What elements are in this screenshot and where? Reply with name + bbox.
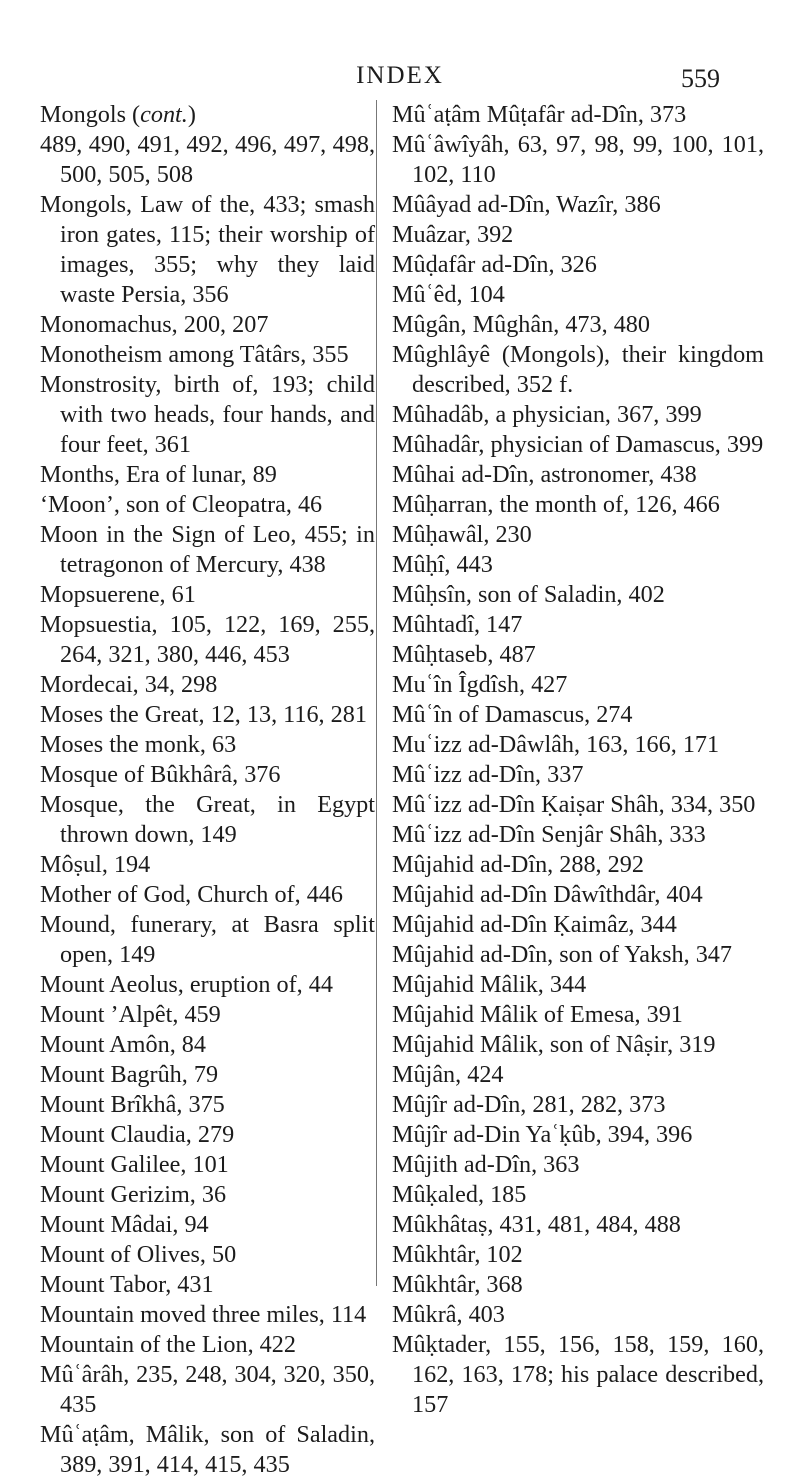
- index-entry: ‘Moon’, son of Cleopatra, 46: [40, 491, 323, 518]
- index-entry: Mûkhtâr, 368: [392, 1271, 523, 1298]
- index-entry: Mûʿizz ad-Dîn Senjâr Shâh, 333: [392, 821, 706, 848]
- index-entry: Mûʿîn of Damascus, 274: [392, 701, 633, 728]
- index-entry: Mûḳtader, 155, 156, 158, 159, 160, 162, 163, 178; his palace described, 157: [392, 1331, 764, 1418]
- index-entry: Moon in the Sign of Leo, 455; in tetragonon of Mercury, 438: [40, 521, 375, 578]
- index-entry: Mûhadâr, physician of Damascus, 399: [392, 431, 764, 458]
- index-entry: Mûḳaled, 185: [392, 1181, 527, 1208]
- index-entry: Mûḥtaseb, 487: [392, 641, 536, 668]
- index-entry: Muʿîn Îgdîsh, 427: [392, 671, 568, 698]
- index-entry: Mosque of Bûkhârâ, 376: [40, 761, 281, 788]
- index-entry: Mûhadâb, a physician, 367, 399: [392, 401, 702, 428]
- index-entry: Mûʿârâh, 235, 248, 304, 320, 350, 435: [40, 1361, 375, 1418]
- index-entry: Mongols (cont.): [40, 101, 196, 128]
- index-entry: Muâzar, 392: [392, 221, 514, 248]
- index-entry: Mountain of the Lion, 422: [40, 1331, 296, 1358]
- index-entry: Mûḥî, 443: [392, 551, 493, 578]
- index-entry: Mûjahid ad-Dîn Dâwîthdâr, 404: [392, 881, 703, 908]
- index-entry: Mûjahid ad-Dîn, 288, 292: [392, 851, 644, 878]
- index-entry: Moses the Great, 12, 13, 116, 281: [40, 701, 367, 728]
- index-entry: Mopsuerene, 61: [40, 581, 196, 608]
- index-entry: Mûʿêd, 104: [392, 281, 505, 308]
- index-entry: Mûjith ad-Dîn, 363: [392, 1151, 580, 1178]
- index-entry: Mûjahid ad-Dîn, son of Yaksh, 347: [392, 941, 732, 968]
- index-entry: Monstrosity, birth of, 193; child with two heads, four hands, and four feet, 361: [40, 371, 375, 458]
- index-entry: Mûḍafâr ad-Dîn, 326: [392, 251, 597, 278]
- index-entry: Monotheism among Tâtârs, 355: [40, 341, 349, 368]
- index-entry: Mûjân, 424: [392, 1061, 504, 1088]
- index-entry: Mûjahid Mâlik, 344: [392, 971, 587, 998]
- index-entry: Mopsuestia, 105, 122, 169, 255, 264, 321, 380, 446, 453: [40, 611, 375, 668]
- index-entry: Mount Aeolus, eruption of, 44: [40, 971, 333, 998]
- index-entry: Muʿizz ad-Dâwlâh, 163, 166, 171: [392, 731, 720, 758]
- index-entry: Mûḥsîn, son of Saladin, 402: [392, 581, 665, 608]
- index-entry: Môṣul, 194: [40, 851, 151, 878]
- index-entry: Mount Claudia, 279: [40, 1121, 235, 1148]
- index-entry: Mount of Olives, 50: [40, 1241, 237, 1268]
- index-entry: Mûhtadî, 147: [392, 611, 523, 638]
- index-entry: Mûhai ad-Dîn, astronomer, 438: [392, 461, 697, 488]
- index-entry: Mount Amôn, 84: [40, 1031, 206, 1058]
- index-entry: Mûjahid ad-Dîn Ḳaimâz, 344: [392, 911, 677, 938]
- index-entry: Mûkhâtaṣ, 431, 481, 484, 488: [392, 1211, 681, 1238]
- index-entry: Mound, funerary, at Basra split open, 149: [40, 911, 375, 968]
- page-number: 559: [681, 64, 720, 93]
- column-divider: [376, 100, 377, 1286]
- index-entry: Mûḥawâl, 230: [392, 521, 532, 548]
- page-header: [0, 62, 800, 98]
- index-entry: Mordecai, 34, 298: [40, 671, 218, 698]
- index-entry: Mûʿizz ad-Dîn Ḳaiṣar Shâh, 334, 350: [392, 791, 756, 818]
- index-entry: Mount Gerizim, 36: [40, 1181, 227, 1208]
- index-entry: Mount Mâdai, 94: [40, 1211, 209, 1238]
- index-entry: Mount ’Alpêt, 459: [40, 1001, 221, 1028]
- index-entry: Mosque, the Great, in Egypt thrown down, 149: [40, 791, 375, 848]
- index-entry: Mongols, Law of the, 433; smash iron gates, 115; their worship of images, 355; why they laid waste Persia, 356: [40, 191, 375, 308]
- running-head-title: INDEX: [356, 62, 444, 89]
- index-entry: Mûgân, Mûghân, 473, 480: [392, 311, 650, 338]
- index-entry: Mûʿâwîyâh, 63, 97, 98, 99, 100, 101, 102, 110: [392, 131, 764, 188]
- index-entry: Months, Era of lunar, 89: [40, 461, 277, 488]
- index-entry: Mûjahid Mâlik, son of Nâṣir, 319: [392, 1031, 716, 1058]
- index-entry: Mûjîr ad-Din Yaʿḳûb, 394, 396: [392, 1121, 693, 1148]
- index-entry: Mûʿaṭâm, Mâlik, son of Saladin, 389, 391, 414, 415, 435: [40, 1421, 375, 1478]
- index-entry: Moses the monk, 63: [40, 731, 237, 758]
- index-entry: Mûkhtâr, 102: [392, 1241, 523, 1268]
- index-entry: Mount Galilee, 101: [40, 1151, 229, 1178]
- index-entry: Mûjahid Mâlik of Emesa, 391: [392, 1001, 683, 1028]
- index-entry: 489, 490, 491, 492, 496, 497, 498, 500, 505, 508: [40, 131, 375, 188]
- index-entry: Mountain moved three miles, 114: [40, 1301, 367, 1328]
- index-column-right: [392, 100, 764, 1420]
- index-entry: Mount Bagrûh, 79: [40, 1061, 219, 1088]
- index-entry: Mûḥarran, the month of, 126, 466: [392, 491, 720, 518]
- index-entry: Mûʿizz ad-Dîn, 337: [392, 761, 584, 788]
- index-entry: Mûʿaṭâm Mûṭafâr ad-Dîn, 373: [392, 101, 687, 128]
- index-entry: Mûghlâyê (Mongols), their kingdom described, 352 f.: [392, 341, 764, 398]
- index-entry: Mount Tabor, 431: [40, 1271, 214, 1298]
- index-entry: Mûkrâ, 403: [392, 1301, 505, 1328]
- index-entry: Mûjîr ad-Dîn, 281, 282, 373: [392, 1091, 666, 1118]
- index-entry: Mûâyad ad-Dîn, Wazîr, 386: [392, 191, 661, 218]
- index-column-left: [40, 100, 375, 1480]
- index-entry: Mother of God, Church of, 446: [40, 881, 343, 908]
- index-entry: Mount Brîkhâ, 375: [40, 1091, 225, 1118]
- index-entry: Monomachus, 200, 207: [40, 311, 269, 338]
